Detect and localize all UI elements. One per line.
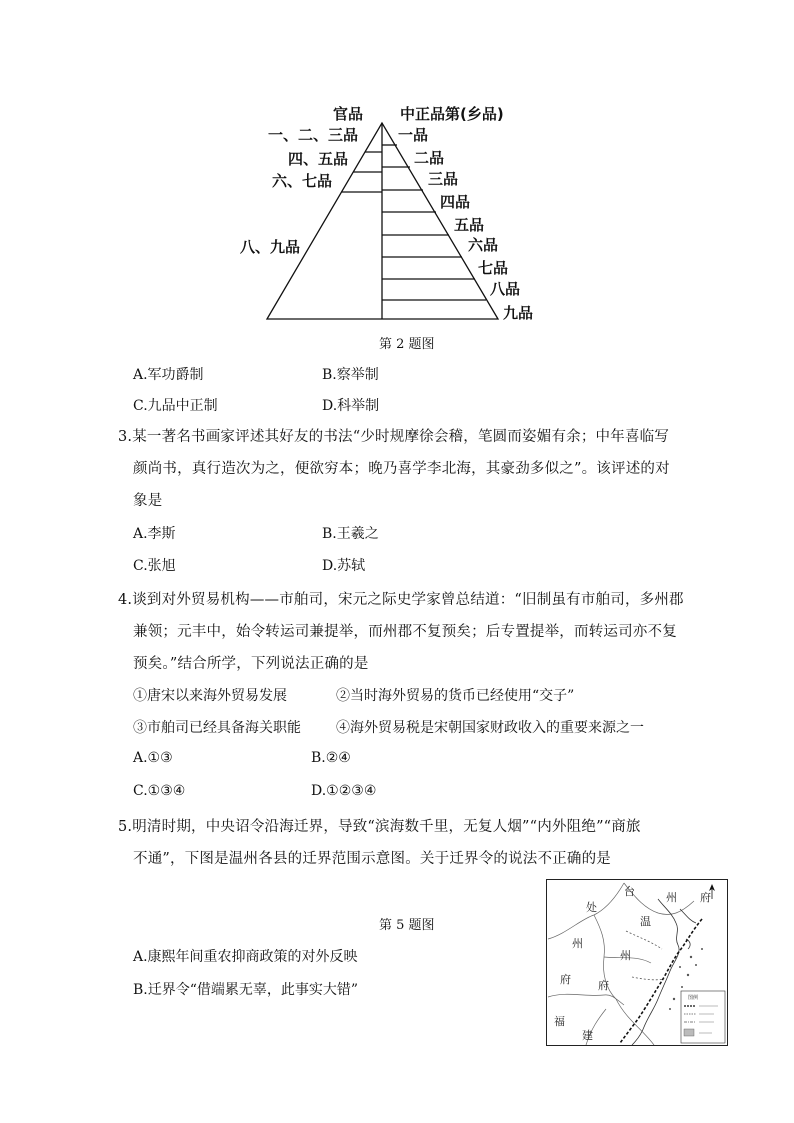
q3-line-1: 3.某一著名书画家评述其好友的书法“少时规摩徐会稽，笔圆而姿媚有余；中年喜临写 [118,429,670,445]
right-label: 五品 [454,216,485,234]
q4-statement-2: ②当时海外贸易的货币已经使用“交子” [336,688,575,704]
q5-option-a: A.康熙年间重农抑商政策的对外反映 [133,949,358,965]
q4-line-1: 4.谈到对外贸易机构——市舶司，宋元之际史学家曾总结道：“旧制虽有市舶司，多州郡 [118,592,684,608]
map-label-jian: 建 [582,1029,593,1042]
left-label: 八、九品 [240,238,301,256]
left-label: 六、七品 [272,172,333,190]
left-label: 四、五品 [288,150,349,168]
map-label-fu2: 府 [560,973,571,986]
right-label: 六品 [468,236,499,254]
q4-option-a: A.①③ [133,750,173,766]
q2-option-d: D.科举制 [322,398,380,414]
right-label: 二品 [414,149,445,167]
q2-option-b: B.察举制 [322,367,379,383]
q4-option-d: D.①②③④ [311,783,377,799]
map-label-fu4: 福 [554,1015,565,1028]
right-label: 三品 [428,170,459,188]
q3-option-c: C.张旭 [133,558,176,574]
pyramid-diagram [230,95,560,325]
q5-line-1: 5.明清时期，中央诏令沿海迁界，导致“滨海数千里，无复人烟”“内外阻绝”“商旅 [118,819,641,835]
right-label: 四品 [440,193,471,211]
q4-statement-1: ①唐宋以来海外贸易发展 [133,688,287,704]
q2-option-c: C.九品中正制 [133,398,218,414]
q3-option-d: D.苏轼 [322,558,366,574]
map-label-wen: 温 [640,915,651,928]
q5-line-2: 不通”，下图是温州各县的迁界范围示意图。关于迁界令的说法不正确的是 [133,851,612,867]
right-label: 九品 [503,304,534,322]
map-label-fu: 府 [700,891,711,904]
map-label-fu3: 府 [598,979,609,992]
right-label: 八品 [490,280,521,298]
legend-title: 图例 [688,995,699,1001]
q3-line-2: 颜尚书，真行造次为之，便欲穷本；晚乃喜学李北海，其豪劲多似之”。该评述的对 [133,461,670,477]
q4-line-2: 兼领；元丰中，始令转运司兼提举，而州郡不复预矣；后专置提举，而转运司亦不复 [133,624,677,640]
q2-option-a: A.军功爵制 [133,367,204,383]
map-label-zhou: 州 [666,891,677,904]
figure2-caption: 第 2 题图 [379,337,435,352]
q5-option-b: B.迁界令“借端累无辜，此事实大错” [133,982,359,998]
q3-option-b: B.王羲之 [322,526,379,542]
header-official-rank: 官品 [333,105,364,123]
map-label-chu: 处 [586,901,597,914]
left-label: 一、二、三品 [268,126,359,144]
right-label: 一品 [398,126,429,144]
q4-line-3: 预矣。”结合所学，下列说法正确的是 [133,656,369,672]
q4-option-b: B.②④ [311,750,351,766]
map-label-zhou2: 州 [572,937,583,950]
header-zhongzheng-rank: 中正品第(乡品) [400,105,504,123]
q3-option-a: A.李斯 [133,526,176,542]
wenzhou-map [546,879,728,1046]
figure5-caption: 第 5 题图 [379,918,435,933]
map-legend [681,991,725,1043]
q4-statement-3: ③市舶司已经具备海关职能 [133,720,301,736]
q3-line-3: 象是 [133,493,163,509]
map-label-zhou3: 州 [620,949,631,962]
q4-option-c: C.①③④ [133,783,186,799]
map-label-tai: 台 [624,885,635,898]
right-label: 七品 [478,259,509,277]
q4-statement-4: ④海外贸易税是宋朝国家财政收入的重要来源之一 [336,720,644,736]
